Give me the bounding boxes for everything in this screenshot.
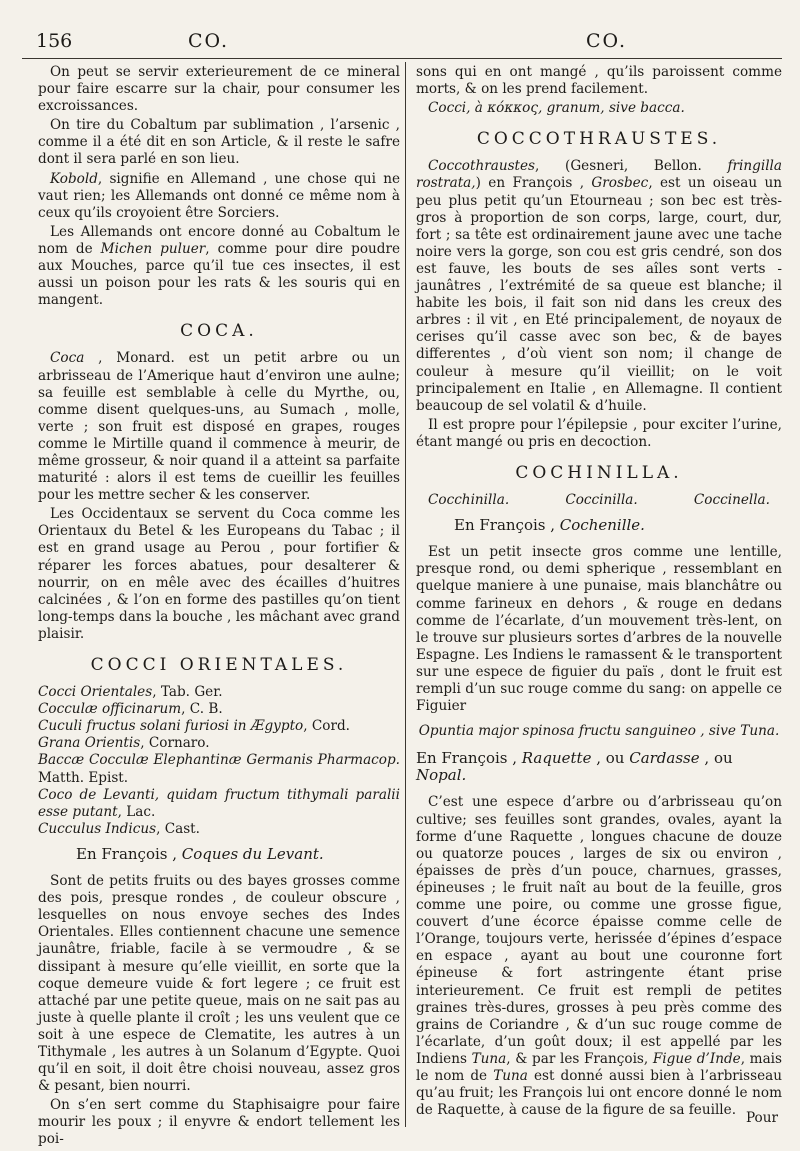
french-name: En François , Coques du Levant. <box>76 844 324 863</box>
paragraph: Les Allemands ont encore donné au Cobaltum le nom de Michen puluer, comme pour dire poudre aux Mouches, parce qu’il tue ces insectes, il est aussi un poison pour les rats & les souris qui en mangent. <box>38 223 401 309</box>
etymology: Cocci, à κόκκος, granum, sive bacca. <box>428 100 685 117</box>
left-column <box>38 64 400 1151</box>
paragraph: C’est une espece d’arbre ou d’arbrisseau qu’on cultive; ses feuilles sont grandes, ovales, ayant la forme d’une Raquette , longues chacune de douze ou quatorze pouces , larges de six ou environ , épaisses de près d’un pouce, charnues, grasses, épineuses ; le fruit naît au bout de la feuille, gros comme une poire, ou comme une grosse figue, couvert d’une écorce épaisse comme celle de l’Orange, toujours verte, herissée d’épines d’espace en espace , ayant au bout une couronne fort épineuse & fort astringente étant prise interieurement. Ce fruit est rempli de petites graines très-dures, grosses à peu près comme des grains de Coriandre , & d’un suc rouge comme de l’écarlate, d’un goût doux; il est appellé par les Indiens Tuna, & par les François, Figue d’Inde, mais le nom de Tuna est donné aussi bien à l’arbrisseau qu’au fruit; les François lui ont encore donné le nom de Raquette, à cause de la figure de sa feuille. <box>416 794 783 1119</box>
synonym-line: Cucculus Indicus, Cast. <box>38 820 200 837</box>
paragraph: Coca , Monard. est un petit arbre ou un arbrisseau de l’Amerique haut d’environ une aulne; sa feuille est semblable à celle du Myrthe, ou, comme disent quelques-uns, au Sumach , molle, verte ; son fruit est disposé en grapes, rouges comme le Mirtille quand il commence à meurir, de même grosseur, & noir quand il a atteint sa parfaite maturité : alors il est tems de cueillir les feuilles pour les mettre secher & les conserver. <box>38 350 400 504</box>
term: Michen puluer <box>100 240 206 257</box>
catchword: Pour <box>745 1110 778 1126</box>
entry-heading-coca: COCA. <box>180 321 258 342</box>
running-head-right: CO. <box>586 30 628 52</box>
synonym-line: Coco de Levanti, quidam fructum tithymali paralii esse putant, Lac. <box>38 786 400 820</box>
synonym-line: Grana Orientis, Cornaro. <box>38 735 210 752</box>
term: Kobold <box>50 170 98 187</box>
synonym-line: Baccæ Cocculæ Elephantinæ Germanis Pharmacop. Matth. Epist. <box>38 752 400 786</box>
column-divider <box>405 62 406 1127</box>
paragraph: On s’en sert comme du Staphisaigre pour faire mourir les poux ; il enyvre & endort tellement les poi- <box>38 1097 400 1148</box>
entry-heading-coccothraustes: COCCOTHRAUSTES. <box>476 129 722 150</box>
latin-names: Cocchinilla. Coccinilla. Coccinella. <box>428 492 770 509</box>
paragraph: sons qui en ont mangé , qu’ils paroissent comme morts, & on les prend facilement. <box>416 64 782 98</box>
page-number: 156 <box>36 30 73 52</box>
paragraph: Sont de petits fruits ou des bayes grosses comme des pois, presque rondes , de couleur obscure , lesquelles on nous envoye seches des Indes Orientales. Elles contiennent chacune une semence jaunâtre, friable, facile à se vermoudre , & se dissipant à mesure qu’elle vieillit, en sorte que la coque demeure vuide & fort legere ; ce fruit est attaché par une petite queue, mais on ne sait pas au juste à quelle plante il croît ; les uns veulent que ce soit à une espece de Clematite, les autres à un Tithymale , les autres à un Solanum d’Egypte. Quoi qu’il en soit, il doit être choisi nouveau, assez gros & pesant, bien nourri. <box>38 873 400 1095</box>
header-rule <box>22 58 782 59</box>
paragraph: Il est propre pour l’épilepsie , pour exciter l’urine, étant mangé ou pris en decoction. <box>416 416 782 450</box>
right-column <box>416 64 782 1121</box>
paragraph: Coccothraustes, (Gesneri, Bellon. fringilla rostrata,) en François , Grosbec, est un oiseau un peu plus petit qu’un Etourneau ; son bec est très-gros à proportion de son corps, large, court, dur, fort ; sa tête est ordinairement jaune avec une tache noire vers la gorge, son cou est gris cendré, son dos est fauve, les bouts de ses aîles sont verts - jaunâtres , l’extrémité de sa queue est blanche; il habite les bois, il fait son nid dans les creux des arbres : il vit , en Eté principalement, de noyaux de cerises qu’il casse avec son bec, & de bayes differentes , d’où vient son nom; il change de couleur à mesure qu’il vieillit; on le voit principalement en Italie , en Allemagne. Il contient beaucoup de sel volatil & d’huile. <box>416 158 782 414</box>
paragraph: Kobold, signifie en Allemand , une chose qui ne vaut rien; les Allemands ont donné ce même nom à ceux qu’ils croyoient être Sorciers. <box>38 170 400 221</box>
latin-plant-name: Opuntia major spinosa fructu sanguineo , sive Tuna. <box>418 723 780 740</box>
synonym-line: Cocci Orientales, Tab. Ger. <box>38 684 223 701</box>
french-name: En François , Raquette , ou Cardasse , ou Nopal. <box>416 749 733 785</box>
entry-heading-cocci: COCCI ORIENTALES. <box>90 655 348 675</box>
synonym-line: Cuculi fructus solani furiosi in Ægypto, Cord. <box>38 718 350 735</box>
paragraph: On tire du Cobaltum par sublimation , l’arsenic , comme il a été dit en son Article, & il reste le safre dont il sera parlé en son lieu. <box>38 117 400 168</box>
running-head-left: CO. <box>188 30 230 52</box>
entry-heading-cochinilla: COCHINILLA. <box>515 462 683 483</box>
synonym-line: Cocculæ officinarum, C. B. <box>38 701 223 718</box>
paragraph: On peut se servir exterieurement de ce mineral pour faire escarre sur la chair, pour consumer les excroissances. <box>38 64 400 115</box>
paragraph: Est un petit insecte gros comme une lentille, presque rond, ou demi spherique , ressemblant en quelque maniere à une punaise, mais blanchâtre ou comme farineux en dehors , & rouge en dedans comme de l’écarlate, d’un mouvement très-lent, on le trouve sur plusieurs sortes d’arbres de la nouvelle Espagne. Les Indiens le ramassent & le transportent sur une espece de figuier du païs , dont le fruit est rempli d’un suc rouge comme du sang: on appelle ce Figuier <box>416 544 782 715</box>
french-name: En François , Cochenille. <box>454 516 645 535</box>
paragraph: Les Occidentaux se servent du Coca comme les Orientaux du Betel & les Europeans du Tabac ; il est en grand usage au Perou , pour fortifier & réparer les forces abatues, pour desalterer & nourrir, on en mêle avec des écailles d’huitres calcinées , & l’on en forme des pastilles qu’on tient long-temps dans la bouche , les mâchant avec grand plaisir. <box>38 506 400 642</box>
term: Coca <box>50 350 85 367</box>
